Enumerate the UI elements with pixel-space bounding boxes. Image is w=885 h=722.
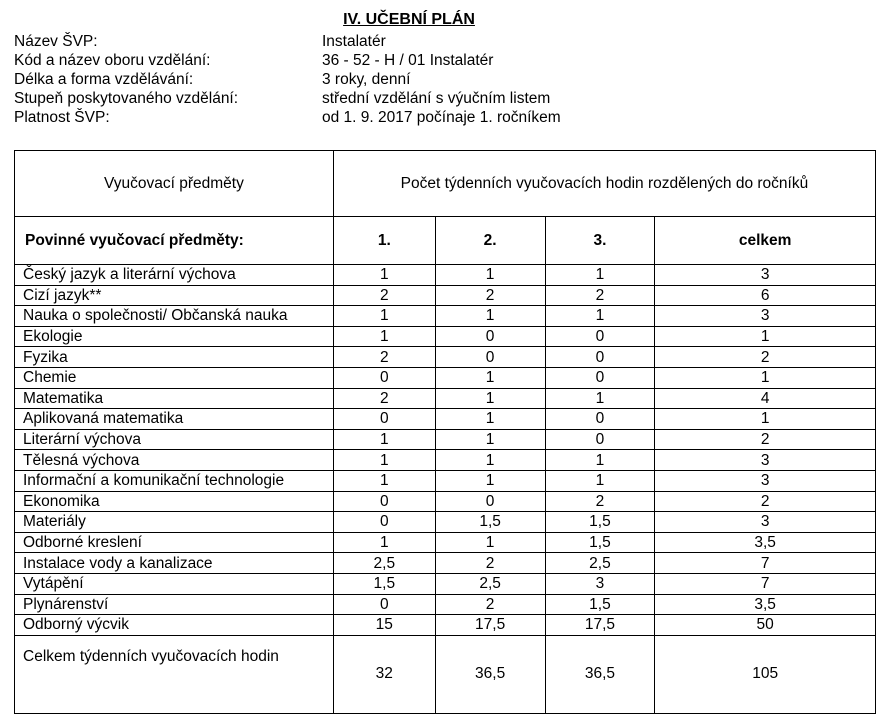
subject-name: Chemie: [15, 367, 334, 388]
subject-name: Vytápění: [15, 573, 334, 594]
total-hours: 3,5: [655, 532, 876, 553]
year-2-hours: 1: [435, 306, 545, 327]
year-1-hours: 2,5: [333, 553, 435, 574]
total-hours: 6: [655, 285, 876, 306]
year-1-hours: 1: [333, 306, 435, 327]
year-3-hours: 1: [545, 265, 655, 286]
subject-name: Cizí jazyk**: [15, 285, 334, 306]
year-2-hours: 2,5: [435, 573, 545, 594]
year-3-hours: 1: [545, 306, 655, 327]
meta-value: střední vzdělání s výučním listem: [322, 90, 551, 107]
year-1-hours: 1: [333, 265, 435, 286]
year-1-hours: 1: [333, 326, 435, 347]
total-hours: 3: [655, 450, 876, 471]
table-header-row: [15, 151, 876, 217]
subject-name: Tělesná výchova: [15, 450, 334, 471]
meta-label: Platnost ŠVP:: [14, 109, 110, 126]
subheader-year-2: 2.: [435, 217, 545, 265]
table-row: [15, 409, 876, 430]
meta-label: Kód a název oboru vzdělání:: [14, 52, 211, 69]
total-year-2: 36,5: [435, 635, 545, 713]
year-2-hours: 1: [435, 265, 545, 286]
table-row: [15, 512, 876, 533]
subheader-year-3: 3.: [545, 217, 655, 265]
year-2-hours: 1: [435, 367, 545, 388]
year-3-hours: 0: [545, 347, 655, 368]
year-1-hours: 1,5: [333, 573, 435, 594]
subject-name: Ekologie: [15, 326, 334, 347]
meta-value: Instalatér: [322, 33, 386, 50]
table-row: [15, 553, 876, 574]
year-3-hours: 2: [545, 491, 655, 512]
subject-name: Matematika: [15, 388, 334, 409]
table-row: [15, 285, 876, 306]
year-1-hours: 0: [333, 512, 435, 533]
total-hours: 2: [655, 347, 876, 368]
year-2-hours: 0: [435, 326, 545, 347]
year-2-hours: 1: [435, 429, 545, 450]
subject-name: Literární výchova: [15, 429, 334, 450]
year-3-hours: 2,5: [545, 553, 655, 574]
subject-name: Aplikovaná matematika: [15, 409, 334, 430]
table-row: [15, 265, 876, 286]
year-3-hours: 1: [545, 470, 655, 491]
year-2-hours: 2: [435, 285, 545, 306]
table-row: [15, 388, 876, 409]
year-3-hours: 2: [545, 285, 655, 306]
total-all: 105: [655, 635, 876, 713]
year-3-hours: 1,5: [545, 512, 655, 533]
year-3-hours: 0: [545, 326, 655, 347]
document-metadata: [14, 32, 561, 127]
subheader-total: celkem: [655, 217, 876, 265]
subject-name: Fyzika: [15, 347, 334, 368]
year-3-hours: 17,5: [545, 615, 655, 636]
year-2-hours: 0: [435, 347, 545, 368]
year-3-hours: 0: [545, 409, 655, 430]
table-row: [15, 326, 876, 347]
year-3-hours: 0: [545, 429, 655, 450]
year-1-hours: 0: [333, 594, 435, 615]
year-2-hours: 0: [435, 491, 545, 512]
table-row: [15, 347, 876, 368]
subject-name: Nauka o společnosti/ Občanská nauka: [15, 306, 334, 327]
meta-label: Název ŠVP:: [14, 33, 98, 50]
subject-name: Materiály: [15, 512, 334, 533]
total-hours: 50: [655, 615, 876, 636]
year-1-hours: 15: [333, 615, 435, 636]
meta-row-education-level: [14, 89, 561, 108]
subheader-mandatory: Povinné vyučovací předměty:: [15, 217, 334, 265]
year-1-hours: 1: [333, 429, 435, 450]
table-row: [15, 450, 876, 471]
year-3-hours: 1: [545, 450, 655, 471]
table-row: [15, 429, 876, 450]
total-hours: 3: [655, 470, 876, 491]
total-hours: 7: [655, 573, 876, 594]
subject-name: Odborný výcvik: [15, 615, 334, 636]
total-hours: 3,5: [655, 594, 876, 615]
subject-name: Odborné kreslení: [15, 532, 334, 553]
meta-value: od 1. 9. 2017 počínaje 1. ročníkem: [322, 109, 561, 126]
year-3-hours: 1,5: [545, 594, 655, 615]
total-hours: 3: [655, 265, 876, 286]
table-row: [15, 532, 876, 553]
table-row: [15, 306, 876, 327]
table-row: [15, 594, 876, 615]
table-body: [15, 265, 876, 636]
table-row: [15, 367, 876, 388]
year-1-hours: 2: [333, 347, 435, 368]
total-year-3: 36,5: [545, 635, 655, 713]
meta-row-validity: [14, 108, 561, 127]
year-2-hours: 1,5: [435, 512, 545, 533]
subject-name: Plynárenství: [15, 594, 334, 615]
year-1-hours: 0: [333, 409, 435, 430]
year-1-hours: 1: [333, 450, 435, 471]
curriculum-table: [14, 150, 876, 714]
meta-row-duration: [14, 70, 561, 89]
total-hours: 1: [655, 367, 876, 388]
year-2-hours: 1: [435, 388, 545, 409]
table-row: [15, 615, 876, 636]
year-1-hours: 2: [333, 285, 435, 306]
year-3-hours: 0: [545, 367, 655, 388]
year-2-hours: 1: [435, 409, 545, 430]
year-1-hours: 0: [333, 367, 435, 388]
page-title: IV. UČEBNÍ PLÁN: [343, 11, 475, 28]
year-3-hours: 3: [545, 573, 655, 594]
year-1-hours: 2: [333, 388, 435, 409]
subheader-year-1: 1.: [333, 217, 435, 265]
year-2-hours: 1: [435, 470, 545, 491]
total-hours: 1: [655, 326, 876, 347]
meta-row-svp-name: [14, 32, 561, 51]
subject-name: Ekonomika: [15, 491, 334, 512]
table-row: [15, 491, 876, 512]
subject-name: Informační a komunikační technologie: [15, 470, 334, 491]
subject-name: Instalace vody a kanalizace: [15, 553, 334, 574]
meta-row-field-code: [14, 51, 561, 70]
table-total-row: [15, 635, 876, 713]
year-2-hours: 2: [435, 553, 545, 574]
year-2-hours: 17,5: [435, 615, 545, 636]
header-hours: Počet týdenních vyučovacích hodin rozdělených do ročníků: [333, 151, 875, 217]
meta-label: Délka a forma vzdělávání:: [14, 71, 194, 88]
year-2-hours: 1: [435, 532, 545, 553]
year-1-hours: 0: [333, 491, 435, 512]
header-subjects: Vyučovací předměty: [15, 151, 334, 217]
total-hours: 7: [655, 553, 876, 574]
subject-name: Český jazyk a literární výchova: [15, 265, 334, 286]
table-row: [15, 573, 876, 594]
total-label: Celkem týdenních vyučovacích hodin: [15, 635, 334, 713]
total-year-1: 32: [333, 635, 435, 713]
total-hours: 2: [655, 491, 876, 512]
table-row: [15, 470, 876, 491]
total-hours: 3: [655, 512, 876, 533]
meta-label: Stupeň poskytovaného vzdělání:: [14, 90, 239, 107]
year-1-hours: 1: [333, 470, 435, 491]
year-2-hours: 2: [435, 594, 545, 615]
total-hours: 4: [655, 388, 876, 409]
total-hours: 1: [655, 409, 876, 430]
meta-value: 3 roky, denní: [322, 71, 411, 88]
year-2-hours: 1: [435, 450, 545, 471]
meta-value: 36 - 52 - H / 01 Instalatér: [322, 52, 494, 69]
total-hours: 2: [655, 429, 876, 450]
year-3-hours: 1,5: [545, 532, 655, 553]
table-subheader-row: [15, 217, 876, 265]
year-1-hours: 1: [333, 532, 435, 553]
total-hours: 3: [655, 306, 876, 327]
year-3-hours: 1: [545, 388, 655, 409]
